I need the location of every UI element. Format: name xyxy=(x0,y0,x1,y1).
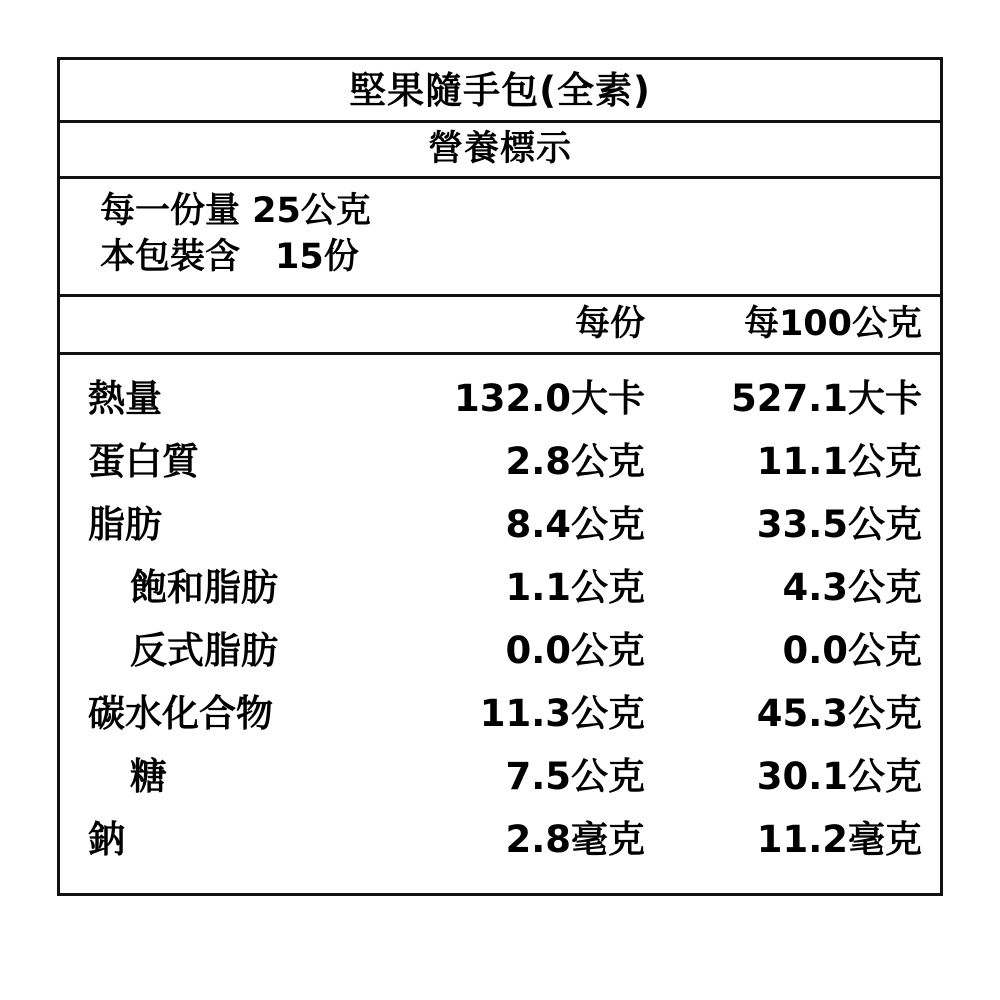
nutrient-per-100g: 4.3公克 xyxy=(782,566,922,609)
panel-title: 營養標示 xyxy=(427,129,572,169)
servings-per-package: 本包裝含 15份 xyxy=(100,236,359,277)
product-title-row xyxy=(60,60,940,123)
serving-info-block xyxy=(60,179,940,297)
nutrient-per-100g: 0.0公克 xyxy=(782,629,922,672)
table-row xyxy=(60,493,940,556)
nutrient-per-serving: 2.8毫克 xyxy=(505,818,645,861)
table-row xyxy=(60,619,940,682)
nutrient-per-100g: 33.5公克 xyxy=(756,503,922,546)
nutrient-per-serving: 7.5公克 xyxy=(505,755,645,798)
nutrient-name: 飽和脂肪 xyxy=(130,566,278,609)
panel-title-row xyxy=(60,123,940,179)
nutrient-name: 脂肪 xyxy=(88,503,162,546)
nutrient-name: 反式脂肪 xyxy=(130,629,278,672)
nutrient-name: 蛋白質 xyxy=(88,440,199,483)
nutrient-name: 熱量 xyxy=(88,377,162,420)
table-row xyxy=(60,745,940,808)
product-title: 堅果隨手包(全素) xyxy=(349,68,651,112)
nutrient-name: 碳水化合物 xyxy=(88,692,273,735)
nutrient-name: 鈉 xyxy=(88,818,125,861)
column-header-per-100g: 每100公克 xyxy=(743,304,922,344)
column-header-per-serving: 每份 xyxy=(574,304,645,344)
nutrient-name: 糖 xyxy=(130,755,167,798)
table-row xyxy=(60,556,940,619)
nutrient-per-serving: 8.4公克 xyxy=(505,503,645,546)
nutrient-per-100g: 11.2毫克 xyxy=(756,818,922,861)
nutrient-per-serving: 2.8公克 xyxy=(505,440,645,483)
nutrition-facts-table xyxy=(57,57,943,896)
nutrient-per-serving: 132.0大卡 xyxy=(453,377,645,420)
nutrient-rows xyxy=(60,355,940,893)
nutrient-per-100g: 527.1大卡 xyxy=(730,377,922,420)
table-row xyxy=(60,367,940,430)
table-row xyxy=(60,430,940,493)
nutrient-per-100g: 11.1公克 xyxy=(756,440,922,483)
nutrient-per-serving: 0.0公克 xyxy=(505,629,645,672)
column-header-row xyxy=(60,297,940,355)
nutrient-per-100g: 45.3公克 xyxy=(756,692,922,735)
serving-size: 每一份量 25公克 xyxy=(100,191,371,231)
table-row xyxy=(60,808,940,871)
nutrient-per-100g: 30.1公克 xyxy=(756,755,922,798)
nutrient-per-serving: 1.1公克 xyxy=(505,566,645,609)
table-row xyxy=(60,682,940,745)
nutrient-per-serving: 11.3公克 xyxy=(479,692,645,735)
